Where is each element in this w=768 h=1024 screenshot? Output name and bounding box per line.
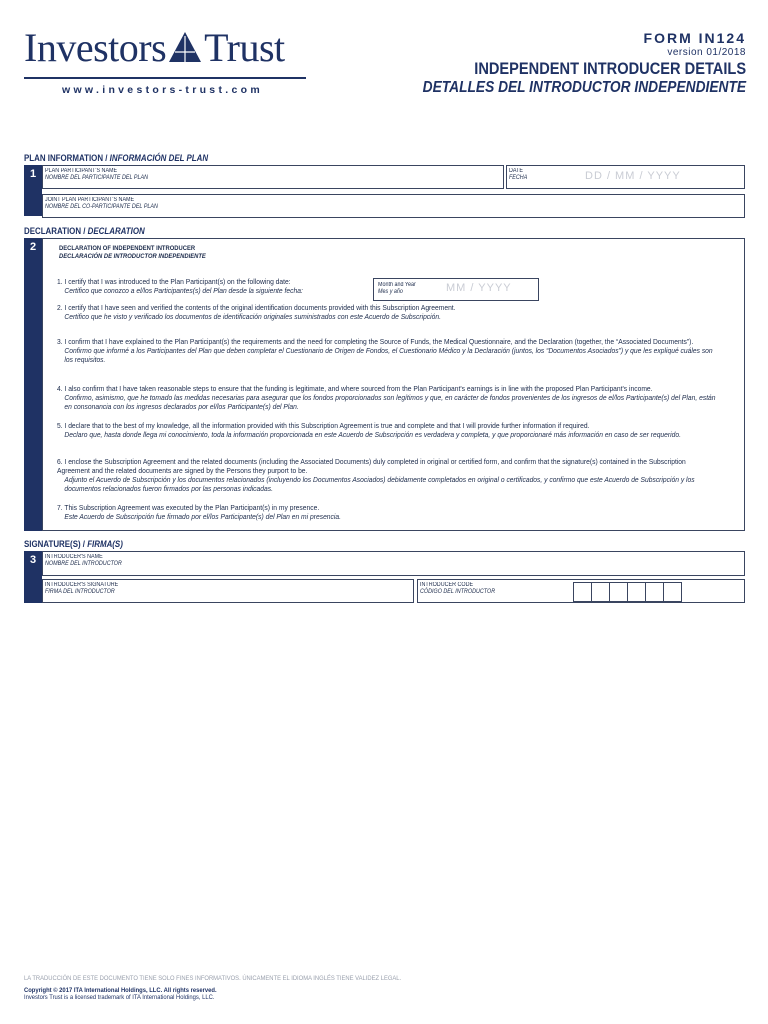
introducer-name-field[interactable] [42,551,745,576]
copyright: Copyright © 2017 ITA International Holdings, LLC. All rights reserved. [24,987,217,994]
heading-en: DECLARATION / [24,226,88,236]
date-field[interactable] [506,165,745,189]
heading-es: DECLARATION [87,226,145,236]
section-heading-plan-info [24,153,208,163]
participant-name-label: PLAN PARTICIPANT'S NAME NOMBRE DEL PARTICIPANTE DEL PLAN [45,168,149,181]
declaration-item-7: 7. This Subscription Agreement was executed by the Plan Participant(s) in my presence. Este Acuerdo de Subscripción fue firmado por el/los Participante(s) del Plan en mi presencia. [57,503,341,521]
declaration-item-5: 5. I declare that to the best of my knowledge, all the information provided with this Subscription Agreement is true and complete and that I will provide further information if required. Declaro que, hasta donde llega mi conocimiento, toda la información proporcionada en este Acuerdo de Subscripción es verdadera y completa, y que proporcionaré más información en caso de ser requerido. [57,421,681,439]
declaration-item-1: 1. I certify that I was introduced to the Plan Participant(s) on the following date: Certifico que conozco a el/los Participantes(s) del Plan desde la siguiente fecha: [57,277,303,295]
company-logo [24,26,309,80]
declaration-item-4: 4. I also confirm that I have taken reasonable steps to ensure that the funding is legitimate, and where sourced from the Plan Participant's earnings is in line with the proposed Plan Participant's income. Confirmo, asimismo, que he tomado las medidas necesarias para asegurar que los fondos proporcionados son legítimos y que, en carácter de fondos provenientes de los ingresos de el/los Participante(s) del Plan, están en consonancia con los ingresos declarados por el/los Participante(s) del Plan. [57,384,716,411]
joint-participant-label: JOINT PLAN PARTICIPANT'S NAME NOMBRE DEL CO-PARTICIPANTE DEL PLAN [45,197,158,210]
code-cell[interactable] [591,583,609,603]
code-cell[interactable] [663,583,681,603]
code-cells [573,582,682,602]
declaration-box [42,238,745,531]
logo-rule [24,77,306,79]
declaration-item-3: 3. I confirm that I have explained to the Plan Participant(s) the requirements and the need for completing the Source of Funds, the Medical Questionnaire, and the Declaration (together, the “Associated Documents”). Confirmo que informé a los Participantes del Plan que deben completar el Cuestionario de Origen de Fondos, el Cuestionario Médico y la Declaración (juntos, los “Documentos Asociados”) y que les expliqué cuáles son los requisitos. [57,337,713,364]
participant-name-field[interactable] [42,165,504,189]
declaration-item-2: 2. I certify that I have seen and verified the contents of the original identification documents provided with this Subscription Agreement. Certifico que he visto y verificado los documentos de identificación originales suministrados con este Acuerdo de Subscripción. [57,303,456,321]
introducer-code-label: INTRODUCER CODE CÓDIGO DEL INTRODUCTOR [420,582,496,595]
section-heading-signatures [24,539,123,549]
section-number-3: 3 [24,551,42,603]
section-heading-declaration [24,226,145,236]
heading-en: SIGNATURE(S) / [24,539,88,549]
code-cell[interactable] [609,583,627,603]
code-cell[interactable] [573,583,591,603]
triangle-logo-icon [167,30,203,64]
declaration-subtitle: DECLARATION OF INDEPENDENT INTRODUCER DECLARACIÓN DE INTRODUCTOR INDEPENDIENTE [59,245,206,260]
code-cell[interactable] [645,583,663,603]
date-placeholder: DD / MM / YYYY [585,170,681,182]
month-year-field[interactable] [373,278,539,301]
introducer-code-field[interactable] [417,579,745,603]
declaration-item-6: 6. I enclose the Subscription Agreement and the related documents (including the Associated Documents) duly completed in original or certified form, and confirm that the signature(s) contained in the Subscription Agreement and the related documents are signed by the Persons they purport to be. Adjunto el Acuerdo de Subscripción y los documentos relacionados (incluyendo los Documentos Asociados) debidamente completados en original o certificados, y confirmo que este Acuerdo de Subscripción y los documentos relacionados fueron firmados por las personas indicadas. [57,457,695,493]
website-url: www.investors-trust.com [62,84,263,96]
month-year-label: Month and Year Mes y año [378,282,416,295]
form-title-en: INDEPENDENT INTRODUCER DETAILS [474,59,746,78]
section-number-2: 2 [24,238,42,531]
heading-es: INFORMACIÓN DEL PLAN [109,153,209,163]
heading-es: FIRMA(S) [87,539,123,549]
introducer-signature-field[interactable] [42,579,414,603]
form-version: version 01/2018 [667,47,746,58]
heading-en: PLAN INFORMATION / [24,153,110,163]
section-number-1: 1 [24,165,42,216]
form-title-es: DETALLES DEL INTRODUCTOR INDEPENDIENTE [422,79,746,96]
introducer-name-label: INTRODUCER'S NAME NOMBRE DEL INTRODUCTOR [45,554,122,567]
logo-wordmark: Investors Trust [24,25,285,70]
month-year-placeholder: MM / YYYY [446,282,512,294]
form-number: FORM IN124 [643,30,746,46]
code-cell[interactable] [627,583,645,603]
date-label: DATE FECHA [509,168,528,181]
trademark-note: Investors Trust is a licensed trademark of ITA International Holdings, LLC. [24,994,215,1001]
translation-note: LA TRADUCCIÓN DE ESTE DOCUMENTO TIENE SOLO FINES INFORMATIVOS. ÚNICAMENTE EL IDIOMA INGLÉS TIENE VALIDEZ LEGAL. [24,975,402,982]
joint-participant-name-field[interactable] [42,194,745,218]
introducer-signature-label: INTRODUCER'S SIGNATURE FIRMA DEL INTRODUCTOR [45,582,119,595]
